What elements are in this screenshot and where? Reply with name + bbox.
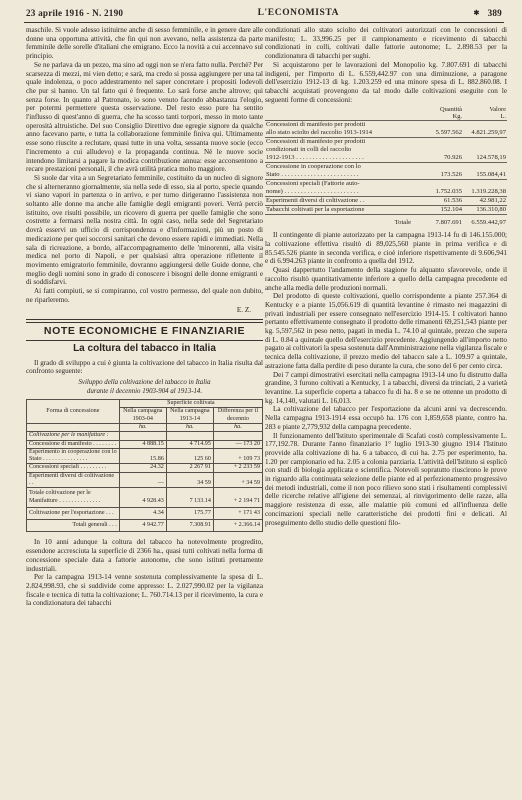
val-header [463,106,507,121]
row-label-line: Concessioni di manifesto per prodotti [266,121,366,129]
tobacco-area-table [26,399,263,532]
cell-value: 4.821.259,97 [463,121,507,138]
cell-diff: + 2.366.14 [213,520,262,532]
paragraph: Quasi dappertutto l'andamento della stagione fu alquanto sfavorevole, onde il raccolto risultò quantitativamente inferiore a quello della campagna precedente ed anche alla media delle produzioni normali. [265,266,507,292]
table-cell [27,423,120,431]
cell-diff: — 173 20 [213,440,262,448]
cell-quantity: 152.104 [419,206,463,215]
paragraph: Il contingente di piante autorizzato per la campagna 1913-14 fu di 146.155.000; la coltivazione effettiva risultò di 89,025,560 piante in prima verifica e di 85.545.526 piante in seconda verifica, e cioè inferiore rispettivamente di 9.606,941 e di 6.994.263 piante in confronto a quella del 1912. [265,231,507,266]
unit-cell: ha. [119,423,166,431]
journal-title: L'ECONOMISTA [257,8,340,18]
subtotal-row [27,488,263,508]
cell-1903: 15.86 [119,448,166,464]
paragraph: Si acquistarono per le lavorazioni del Monopolio kg. 7.807.691 di tabacchi indigeni, per l'importo di L. 6.559,442.97 con una diminuzione, a paragone dell'esercizio 1912-13 di kg. 1.203.259 ed una minore spesa di L. 882.860.08. I tabacchi acquistati provengono da tal modo dalle coltivazioni eseguite con le seguenti forme di concessioni: [265,60,507,104]
table-row [27,448,263,464]
row-label: Totale coltivazione per le Manifatture . . . . . . . . . . . . . . [27,488,120,508]
cell-diff: + 2 233 59 [213,464,262,472]
cell-diff: + 2 194 71 [213,488,262,508]
table-row [265,163,507,180]
row-label: Totali generali . . . [27,520,120,532]
cell-value: 155.084,41 [463,163,507,180]
tobacco-purchase-table [265,106,507,227]
row-label-line: 1912-1913 . . . . . . . . . . . . . . . . . . . . . [266,154,364,162]
table-row [27,472,263,488]
row-label-line: Concessioni speciali (Fattorie auto- [266,180,360,188]
paragraph: Si suole dar vita a un Segretariato femminile, costituito da un nucleo di signore che si alterneranno giornalmente, sia nella sede di esso, sia al porto, specie quando vi siano vapori in partenza o in arrivo, e per turno dirigeranno l'assistenza non soltanto alle donne ma anche alle famiglie degli emigranti poveri. Verrà perciò istituito, ove risulti possibile, un ricovero di guerra per quelle famiglie che sono costrette a fermarsi nella nostra città. In ogni caso, nella sede del Segretariato dovrà esservi un ufficio di corrispondenza e d'informazioni, più un posto di medicazione per quei soccorsi sanitari che devono essere rapidi e immediati. Nella sala di ricreazione, a bordo, all'accompagnamento delle 'minorenni, alla visita medica nel porto di Napoli, e per qualsiasi altra operazione riflettente il movimento emigratorio femminile, dovranno aggiungersi delle Guide donne, che meglio degli uomini sono in grado di conoscere i bisogni delle donne emigranti e di soddisfarvi. [26,173,263,287]
cell-value: 124.578,19 [463,138,507,163]
right-column [265,26,507,527]
cell-1903: 4.34 [119,507,166,519]
row-label-line: Concessioni di manifesto per prodotti [266,138,366,146]
paragraph: Del prodotto di queste coltivazioni, quello corrispondente a piante 257.364 di Kentucky e a piante 15,056.619 di quantità levantine è rimasto nei magazzini di privati industriali per essere consegnato nell'esercizio 1914-15. I coltivatori hanno pertanto effettivamente consegnato il prodotto delle rimanenti 69,251,543 piante per kg. 5,597,562 in peso netto, pagati in media L. 74.10 al quintale, prezzo che supera di L. 0.84 a quintale quello dell'esercizio precedente. Aggiungendo all'importo netto pagato ai coltivatori la spesa sostenuta dall'Amministrazione nella vigilanza fiscale e tecnica della coltivazione, il prezzo medio del tabacco sale a L. 109.97 a quintale, astrazione fatta dalla perdite di peso durante la cura, che sono del 6 per cento circa. [265,292,508,370]
cell-quantity: 1.752.035 [419,180,463,197]
table-row [265,206,507,215]
cell-1903: — [119,472,166,488]
paragraph: Dei 7 campi dimostrativi esercitati nella campagna 1913-14 uno fu distrutto dalla grandine, 3 furono coltivati a Kentucky, 1 a tabacchi, diversi da trinciati, 2 a varietà levantine. La superficie coperta a tabacco fu di ha. 8 e se ne ottenne un prodotto di kg. 14,140, valutati L. 16,013. [265,370,507,405]
cell-diff: + 109 73 [213,448,262,464]
table-row [265,121,507,138]
table-header: Superficie coltivata [119,400,262,408]
row-label: Concessione di manifesto . . . . . . . . [27,440,120,448]
unit-cell: ha. [213,423,262,431]
section-title: NOTE ECONOMICHE E FINANZIARIE [43,325,246,338]
table-row [27,464,263,472]
qty-header [419,106,463,121]
total-row [265,215,507,228]
table-row [265,138,507,163]
article-title: La coltura del tabacco in Italia [73,342,216,354]
header-rule [24,22,504,23]
cell-value: 136.310,80 [463,206,507,215]
row-label: Concessioni speciali . . . . . . . . . [27,464,120,472]
paragraph: Ai fatti compiuti, se si compiranno, col vostro permesso, del quale non dubito, ne riparleremo. [26,287,263,304]
cell-1903: 4 888.15 [119,440,166,448]
paragraph: La coltivazione del tabacco per l'esportazione da alcuni anni va decrescendo. Nella campagna 1913-1914 essa occupò ha. 176 con 1,859,658 piante, contro ha. 283 e piante 2,779,932 della campagna precedente. [265,405,507,431]
left-column [26,26,263,608]
cell-quantity: 61.536 [419,197,463,206]
row-label-line: nome) . . . . . . . . . . . . . . . . . . . . . . . [266,188,359,196]
row-label-line: Concessione in cooperazione con lo [266,163,361,171]
section-double-rule [26,319,263,323]
table-caption-line: durante il decennio 1903-904 al 1913-14. [86,387,203,395]
table-cell [213,432,262,440]
row-label [265,121,419,138]
cell-diff: + 171 43 [213,507,262,519]
cell-1913: 175.77 [166,507,213,519]
grand-total-row [27,520,263,532]
section-rule [26,340,263,341]
total-quantity: 7.807.691 [435,219,462,227]
row-label [265,138,419,163]
row-label-line: allo stato sciolto del raccolto 1913-1914 [266,129,373,137]
paragraph: Se ne parlava da un pezzo, ma sino ad oggi non se n'era fatto nulla. Perchè? Per scarsezza di mezzi, mi vien detto; e sarà, ma credo si possa aggiungere per una tal quale indolenza, o poco addestramento nel saper concretare i propositi lodevoli che pur si hanno. Un tal fatto qui è frequente. Lo sarà forse anche altrove; qui senza forse. In quanto al Patronato, io sono venuto facendo abbastanza l'elogio, per potermi permettere questa osservazione. Del resto esso pure ha sentito l'influsso di quest'anno di guerra, che ha scosso tanti torpori, messo in moto tante operosità altruistiche. Del suo Consiglio Direttivo due egregie signore da qualche anno facevano parte, e tutta la collaborazione femminile finiva qui. Ultimamente esse sono riuscite a reclutare, quasi tutte in una volta, sessanta nuove socie (ecco l'incremento a cui alludevo) e la propaganda continua. Nè le nuove socie intendono limitarsi a pagare la modica contribuzione annua: esse acconsentono a recare prestazioni personali, il che avrà utilità pratica molto maggiore. [26,60,263,174]
issue-date: 23 aprile 1916 - N. 2190 [26,8,124,18]
table-cell [166,432,213,440]
paragraph: In 10 anni adunque la coltura del tabacco ha notevolmente progredito, essendone accresciuta la superficie di 2366 ha., quasi tutti coltivati nella forma di concessione speciale data a fattorie autonome, che sono istituti prettamente industriali. [26,538,263,573]
row-label [265,180,419,197]
table-row [265,180,507,197]
total-label: Totale [394,219,411,227]
cell-1913: 7.308.91 [166,520,213,532]
qty-header-unit: Kg. [452,113,462,121]
qty-header-label: Quantità [439,106,462,114]
table-cell [265,106,419,121]
row-label: Esperimento in cooperazione con lo Stato . . . . . . . . . . . . . . . [27,448,120,464]
cell-1903: 4 942.77 [119,520,166,532]
paragraph: condizionati allo stato sciolto dei coltivatori autorizzati con le concessioni di manifesto; L. 33,996.25 per il campionamento e ricevimento di tabacchi condizionati in colli, coltivati dalle fattorie autonome; L. 2.898.53 per la condizionatura di tabacchi per sughi. [265,26,507,61]
paragraph: Il grado di sviluppo a cui è giunta la coltivazione del tabacco in Italia risulta dal confronto seguente: [26,358,263,376]
signature: E. Z. [236,305,251,314]
cell-1913: 125 60 [166,448,213,464]
table-caption [26,379,263,396]
cell-diff: + 34 59 [213,472,262,488]
paragraph: Il funzionamento dell'Istituto sperimentale di Scafati costò complessivamente L. 177,192.78. Durante l'anno finanziario 1° luglio 1913-30 giugno 1914 l'Istituto provvide alla coltivazione di ha. 6 a tabacco, di cui ha. 2.75 per esperimento, ha. 1.20 per campionario ed ha. 2.05 a colonia parziaria. L'attività dell'Istituto si esplicò con studi di biologia applicata e scientifica. Notevoli sopratutto riuscirono le prove in riguardo alla continuata selezione delle piante ed al perfezionamento progressivo dei metodi industriali, come il non poco rilievo sono stati i risultamenti complessivi delle ricerche relative all'igiene dei semenzai, al rinvigorimento delle razze, alla maggiore resistenza di esse, alle malattie più comuni ed all'influenza delle concimazioni speciali nelle caratteristiche dei prodotti fini e delicati. Al proseguimento dello studio delle questioni filo- [265,431,507,527]
row-label: Esperimenti diversi di coltivazione . . [27,472,120,488]
table-caption-line: Sviluppo della coltivazione del tabacco in Italia [78,379,211,387]
page-header [26,6,502,20]
table-header: Nella campagna 1903-04 [119,408,166,424]
page-number: 389 [487,8,502,18]
table-header: Differenza per il decennio [213,408,262,424]
cell-1913: 2 267 91 [166,464,213,472]
cell-1913: 4 714.95 [166,440,213,448]
group-label: Coltivazione per le manifatture : [27,432,120,440]
val-header-unit: L. [500,113,506,121]
ornament-icon: ✱ [473,9,480,17]
cell-quantity: 5.597.562 [419,121,463,138]
row-label [265,163,419,180]
unit-cell: ha. [166,423,213,431]
paragraph: maschile. Si vuole adesso istituirne anche di sesso femminile, e in genere dare alle donne una opportuna attività, che fin qui non avevano, nella assistenza da parte femminile delle sorelle d'italiani che emigrano. Ecco la novità a cui accennavo sul principio. [26,26,263,61]
page-number-group [474,8,502,18]
cell-1913: 7 133.14 [166,488,213,508]
cell-1903: 24.32 [119,464,166,472]
row-label-line: condizionati in colli del raccolto [266,146,352,154]
row-label: Coltivazione per l'esportazione . . . [27,507,120,519]
row-label: Esperimenti diversi di coltivazione . . [265,197,419,206]
row-label: Tabacchi coltivati per la esportazione [265,206,419,215]
val-header-label: Valore [489,106,506,114]
cell-1913: 34 59 [166,472,213,488]
cell-value: 1.319.228,38 [463,180,507,197]
cell-quantity: 173.526 [419,163,463,180]
cell-quantity: 70.926 [419,138,463,163]
table-cell [119,432,166,440]
paragraph: Per la campagna 1913-14 venne sostenuta complessivamente la spesa di L. 2.824,998.93, che si suddivide come appresso: L. 2.027,990.02 per la vigilanza fiscale e tecnica di tutta la coltivazione; L. 760.714.13 per il ricevimento, la cura e la condizionatura dei tabacchi [26,573,263,608]
row-label-line: Stato . . . . . . . . . . . . . . . . . . . . . . . . [266,171,359,179]
table-row [27,440,263,448]
export-row [27,507,263,519]
table-header: Nella campagna 1913-14 [166,408,213,424]
table-header: Forma di concessione [27,400,120,424]
table-row [265,197,507,206]
total-value: 6.559.442,97 [471,219,506,227]
cell-value: 42.981,22 [463,197,507,206]
cell-1903: 4 928.43 [119,488,166,508]
